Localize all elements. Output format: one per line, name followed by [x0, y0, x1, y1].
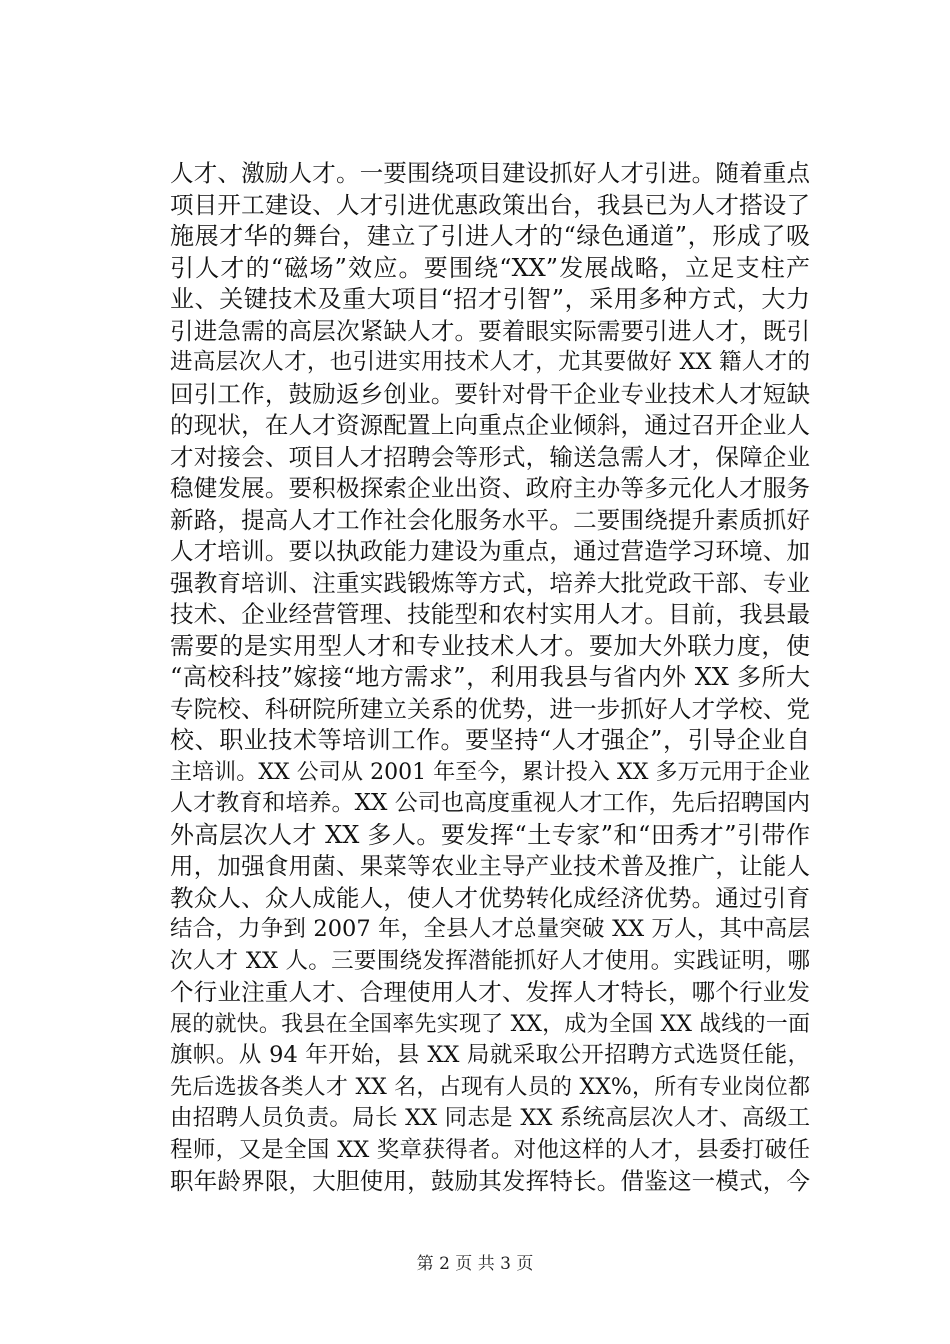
text-line: 主培训。XX 公司从 2001 年至今，累计投入 XX 多万元用于企业	[170, 759, 810, 785]
text-line: 用，加强食用菌、果菜等农业主导产业技术普及推广，让能人	[170, 852, 810, 880]
text-line: 校、职业技术等培训工作。要坚持“人才强企”，引导企业自	[170, 726, 810, 754]
text-line: 需要的是实用型人才和专业技术人才。要加大外联力度，使	[170, 631, 810, 660]
text-line: 程师，又是全国 XX 奖章获得者。对他这样的人才，县委打破任	[170, 1136, 810, 1163]
text-line: “高校科技”嫁接“地方需求”，利用我县与省内外 XX 多所大	[170, 663, 810, 691]
text-line: 结合，力争到 2007 年，全县人才总量突破 XX 万人，其中高层	[170, 916, 810, 942]
text-line: 业、关键技术及重大项目“招才引智”，采用多种方式，大力	[170, 285, 810, 313]
text-line: 外高层次人才 XX 多人。要发挥“土专家”和“田秀才”引带作	[170, 820, 810, 849]
text-line: 引人才的“磁场”效应。要围绕“XX”发展战略，立足支柱产	[170, 253, 810, 282]
text-line: 回引工作，鼓励返乡创业。要针对骨干企业专业技术人才短缺	[170, 379, 810, 408]
text-line: 技术、企业经营管理、技能型和农村实用人才。目前，我县最	[170, 600, 810, 628]
text-line: 强教育培训、注重实践锻炼等方式，培养大批党政干部、专业	[170, 568, 810, 597]
text-line: 项目开工建设、人才引进优惠政策出台，我县已为人才搭设了	[170, 190, 810, 219]
page-footer: 第 2 页 共 3 页	[416, 1254, 534, 1274]
text-line: 的现状，在人才资源配置上向重点企业倾斜，通过召开企业人	[170, 411, 810, 439]
text-line: 教众人、众人成能人，使人才优势转化成经济优势。通过引育	[170, 883, 810, 912]
text-line: 次人才 XX 人。三要围绕发挥潜能抓好人才使用。实践证明，哪	[170, 947, 810, 974]
text-line: 先后选拔各类人才 XX 名，占现有人员的 XX%，所有专业岗位都	[170, 1074, 810, 1100]
body-text	[170, 158, 810, 1198]
text-line: 才对接会、项目人才招聘会等形式，输送急需人才，保障企业	[170, 442, 810, 471]
text-line: 稳健发展。要积极探索企业出资、政府主办等多元化人才服务	[170, 474, 810, 502]
text-line: 进高层次人才，也引进实用技术人才，尤其要做好 XX 籍人才的	[170, 349, 810, 375]
text-line: 个行业注重人才、合理使用人才、发挥人才特长，哪个行业发	[170, 978, 810, 1006]
text-line: 施展才华的舞台，建立了引进人才的“绿色通道”，形成了吸	[170, 222, 810, 250]
text-line: 人才培训。要以执政能力建设为重点，通过营造学习环境、加	[170, 537, 810, 565]
text-line: 专院校、科研院所建立关系的优势，进一步抓好人才学校、党	[170, 694, 810, 723]
text-line: 职年龄界限，大胆使用，鼓励其发挥特长。借鉴这一模式，今	[170, 1167, 810, 1195]
text-line: 人才、激励人才。一要围绕项目建设抓好人才引进。随着重点	[170, 159, 810, 187]
text-line: 人才教育和培养。XX 公司也高度重视人才工作，先后招聘国内	[170, 790, 810, 816]
text-line: 展的就快。我县在全国率先实现了 XX，成为全国 XX 战线的一面	[170, 1011, 810, 1037]
text-line: 引进急需的高层次紧缺人才。要着眼实际需要引进人才，既引	[170, 316, 810, 345]
text-line: 新路，提高人才工作社会化服务水平。二要围绕提升素质抓好	[170, 505, 810, 534]
text-line: 旗帜。从 94 年开始，县 XX 局就采取公开招聘方式选贤任能，	[170, 1042, 810, 1068]
text-line: 由招聘人员负责。局长 XX 同志是 XX 系统高层次人才、高级工	[170, 1105, 810, 1131]
